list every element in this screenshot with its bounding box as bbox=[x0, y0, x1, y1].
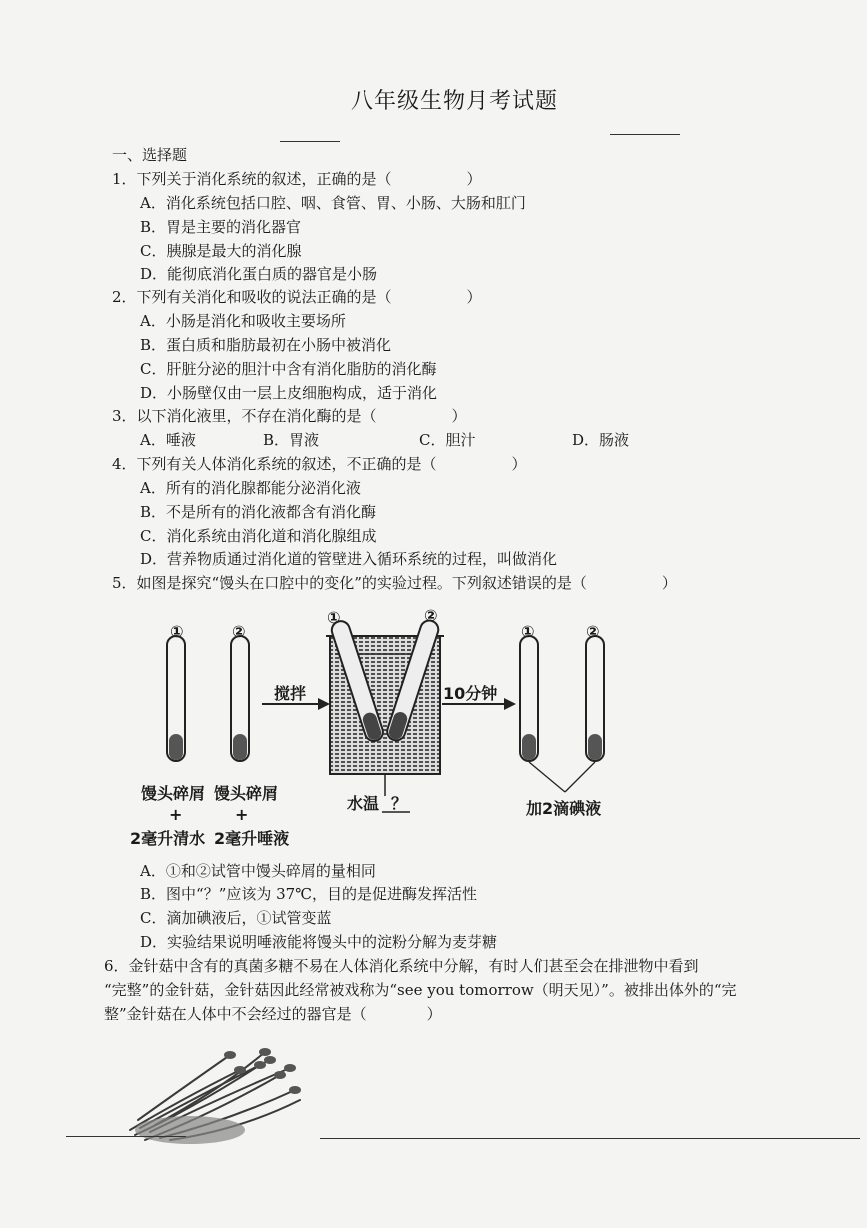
left-tube-2 bbox=[231, 636, 249, 761]
fig-label-bread-1: 馒头碎屑 bbox=[141, 784, 206, 803]
question-1: 1．下列关于消化系统的叙述，正确的是（ ） bbox=[112, 170, 482, 188]
question-5: 5．如图是探究“馒头在口腔中的变化”的实验过程。下列叙述错误的是（ ） bbox=[112, 574, 677, 592]
fig-label-water-temp: 水温 bbox=[347, 794, 380, 813]
fig-label-water: 2毫升清水 bbox=[130, 829, 206, 848]
left-tube-1 bbox=[167, 636, 185, 761]
q5-option-d: D．实验结果说明唾液能将馒头中的淀粉分解为麦芽糖 bbox=[140, 933, 498, 951]
q4-option-d: D．营养物质通过消化道的管壁进入循环系统的过程，叫做消化 bbox=[140, 550, 558, 568]
fig-left-tube1-marker: ① bbox=[170, 622, 184, 641]
scan-mark bbox=[610, 134, 680, 135]
question-2: 2．下列有关消化和吸收的说法正确的是（ ） bbox=[112, 288, 482, 306]
right-tube-2 bbox=[586, 636, 604, 761]
fig-right-tube2-marker: ② bbox=[586, 622, 600, 641]
q4-option-c: C．消化系统由消化道和消化腺组成 bbox=[140, 527, 377, 545]
question-6-line3: 整”金针菇在人体中不会经过的器官是（ ） bbox=[104, 1005, 442, 1023]
q1-option-d: D．能彻底消化蛋白质的器官是小肠 bbox=[140, 265, 378, 283]
q5-option-b: B．图中“？”应该为 37℃，目的是促进酶发挥活性 bbox=[140, 885, 477, 903]
scan-mark bbox=[280, 141, 340, 142]
page-title: 八年级生物月考试题 bbox=[351, 89, 559, 114]
fig-bath-tube1-marker: ① bbox=[327, 608, 341, 627]
q1-option-b: B．胃是主要的消化器官 bbox=[140, 218, 302, 236]
enoki-mushroom-image bbox=[120, 1040, 320, 1150]
fig-left-tube2-marker: ② bbox=[232, 622, 246, 641]
q3-option-d: D．肠液 bbox=[572, 431, 630, 449]
fig-plus-1: + bbox=[169, 805, 183, 824]
fig-10min-label: 10分钟 bbox=[443, 684, 498, 703]
q5-option-a: A．①和②试管中馒头碎屑的量相同 bbox=[140, 862, 376, 880]
q2-option-d: D．小肠壁仅由一层上皮细胞构成，适于消化 bbox=[140, 384, 438, 402]
fig-label-iodine: 加2滴碘液 bbox=[526, 799, 602, 818]
question-6-line2: “完整”的金针菇，金针菇因此经常被戏称为“see you tomorrow（明天见）”。被排出体外的“完 bbox=[104, 981, 737, 999]
fig-label-temp-question: ？ bbox=[391, 794, 408, 813]
question-3: 3．以下消化液里，不存在消化酶的是（ ） bbox=[112, 407, 467, 425]
q2-option-c: C．肝脏分泌的胆汁中含有消化脂肪的消化酶 bbox=[140, 360, 437, 378]
q4-option-a: A．所有的消化腺都能分泌消化液 bbox=[140, 479, 361, 497]
q3-option-b: B．胃液 bbox=[263, 431, 320, 449]
q5-option-c: C．滴加碘液后，①试管变蓝 bbox=[140, 909, 332, 927]
scan-line-right bbox=[320, 1138, 860, 1139]
q3-option-a: A．唾液 bbox=[140, 431, 196, 449]
fig-label-bread-2: 馒头碎屑 bbox=[214, 784, 279, 803]
q1-option-a: A．消化系统包括口腔、咽、食管、胃、小肠、大肠和肛门 bbox=[140, 194, 526, 212]
right-tube-1 bbox=[520, 636, 538, 761]
fig-label-saliva: 2毫升唾液 bbox=[214, 829, 290, 848]
q4-option-b: B．不是所有的消化液都含有消化酶 bbox=[140, 503, 377, 521]
fig-bath-tube2-marker: ② bbox=[424, 606, 438, 625]
question-4: 4．下列有关人体消化系统的叙述，不正确的是（ ） bbox=[112, 455, 527, 473]
fig-stir-label: 搅拌 bbox=[274, 684, 307, 703]
q2-option-a: A．小肠是消化和吸收主要场所 bbox=[140, 312, 346, 330]
fig-plus-2: + bbox=[235, 805, 249, 824]
question-6-line1: 6．金针菇中含有的真菌多糖不易在人体消化系统中分解，有时人们甚至会在排泄物中看到 bbox=[104, 957, 699, 975]
q3-option-c: C．胆汁 bbox=[419, 431, 476, 449]
q1-option-c: C．胰腺是最大的消化腺 bbox=[140, 242, 302, 260]
scan-line-left bbox=[66, 1136, 186, 1137]
fig-right-tube1-marker: ① bbox=[521, 622, 535, 641]
q2-option-b: B．蛋白质和脂肪最初在小肠中被消化 bbox=[140, 336, 392, 354]
section-heading: 一、选择题 bbox=[112, 146, 188, 164]
